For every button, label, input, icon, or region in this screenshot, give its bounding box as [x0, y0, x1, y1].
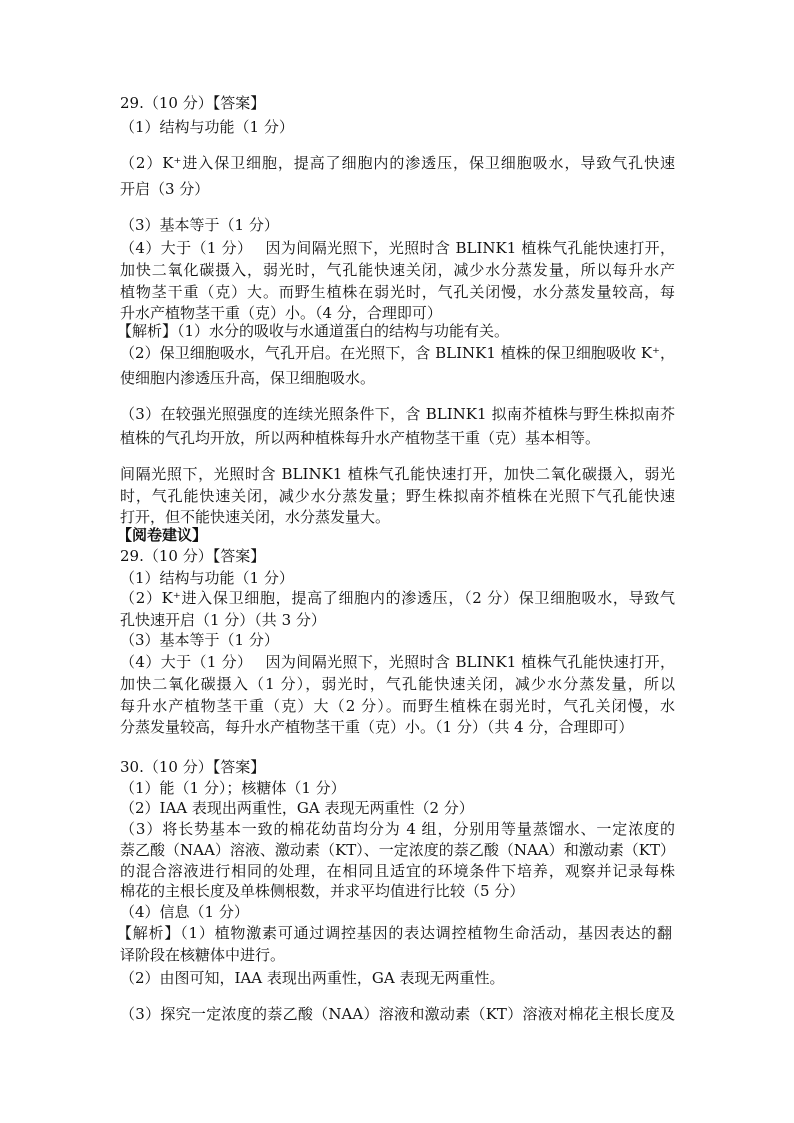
answer-line: 棉花的主根长度及单株侧根数，并求平均值进行比较（5 分） — [120, 882, 525, 900]
analysis-line: （3）探究一定浓度的萘乙酸（NAA）溶液和激动素（KT）溶液对棉花主根长度及 — [120, 1005, 675, 1023]
analysis-line: 间隔光照下，光照时含 BLINK1 植株气孔能快速打开，加快二氧化碳摄入，弱光 — [120, 465, 675, 483]
analysis-line: 【解析】（1）植物激素可通过调控基因的表达调控植物生命活动，基因表达的翻 — [117, 924, 672, 942]
section-heading: 29.（10 分）【答案】 — [120, 94, 266, 112]
answer-line: （1）结构与功能（1 分） — [120, 118, 294, 136]
analysis-line: 译阶段在核糖体中进行。 — [120, 946, 286, 964]
analysis-line: （2）由图可知，IAA 表现出两重性，GA 表现无两重性。 — [120, 969, 505, 987]
section-heading: 30.（10 分）【答案】 — [120, 758, 266, 776]
grading-line: 分蒸发量较高，每升水产植物茎干重（克）小。（1 分）（共 4 分，合理即可） — [120, 718, 634, 736]
answer-line: 升水产植物茎干重（克）小。（4 分，合理即可） — [120, 304, 442, 322]
analysis-line: 使细胞内渗透压升高，保卫细胞吸水。 — [120, 369, 376, 387]
analysis-line: （2）保卫细胞吸水，气孔开启。在光照下，含 BLINK1 植株的保卫细胞吸收 K⁺， — [120, 344, 675, 362]
analysis-line: 打开，但不能快速关闭，水分蒸发量大。 — [120, 508, 391, 526]
grading-line: 孔快速开启（1 分）（共 3 分） — [120, 611, 326, 629]
answer-line: 的混合溶液进行相同的处理，在相同且适宜的环境条件下培养，观察并记录每株 — [120, 862, 675, 880]
answer-line: （3）将长势基本一致的棉花幼苗均分为 4 组，分别用等量蒸馏水、一定浓度的 — [120, 820, 675, 838]
grading-line: （4）大于（1 分） 因为间隔光照下，光照时含 BLINK1 植株气孔能快速打开， — [120, 653, 675, 671]
analysis-line: 时，气孔能快速关闭，减少水分蒸发量；野生株拟南芥植株在光照下气孔能快速 — [120, 487, 675, 505]
answer-line: （2）IAA 表现出两重性，GA 表现无两重性（2 分） — [120, 799, 474, 817]
answer-line: （4）信息（1 分） — [120, 903, 249, 921]
answer-line: （1）能（1 分）；核糖体（1 分） — [120, 779, 346, 797]
grading-suggestion-title: 【阅卷建议】 — [117, 526, 208, 544]
answer-line: （2）K⁺进入保卫细胞，提高了细胞内的渗透压，保卫细胞吸水，导致气孔快速 — [120, 154, 675, 172]
answer-line: 开启（3 分） — [120, 180, 210, 198]
analysis-line: 植株的气孔均开放，所以两种植株每升水产植物茎干重（克）基本相等。 — [120, 429, 601, 447]
grading-line: （2）K⁺进入保卫细胞，提高了细胞内的渗透压，（2 分）保卫细胞吸水，导致气 — [120, 589, 675, 607]
grading-line: （3）基本等于（1 分） — [120, 631, 279, 649]
answer-line: 萘乙酸（NAA）溶液、激动素（KT）、一定浓度的萘乙酸（NAA）和激动素（KT） — [120, 841, 675, 859]
answer-line: 植物茎干重（克）大。而野生植株在弱光时，气孔关闭慢，水分蒸发量较高，每 — [120, 283, 675, 301]
section-heading: 29.（10 分）【答案】 — [120, 547, 266, 565]
answer-line: 加快二氧化碳摄入，弱光时，气孔能快速关闭，减少水分蒸发量，所以每升水产 — [120, 261, 675, 279]
answer-line: （4）大于（1 分） 因为间隔光照下，光照时含 BLINK1 植株气孔能快速打开， — [120, 239, 675, 257]
answer-line: （3）基本等于（1 分） — [120, 216, 279, 234]
analysis-line: 【解析】（1）水分的吸收与水通道蛋白的结构与功能有关。 — [117, 322, 510, 340]
grading-line: 加快二氧化碳摄入（1 分），弱光时，气孔能快速关闭，减少水分蒸发量，所以 — [120, 675, 675, 693]
grading-line: 每升水产植物茎干重（克）大（2 分）。而野生植株在弱光时，气孔关闭慢，水 — [120, 697, 675, 715]
analysis-line: （3）在较强光照强度的连续光照条件下，含 BLINK1 拟南芥植株与野生株拟南芥 — [120, 405, 675, 423]
grading-line: （1）结构与功能（1 分） — [120, 569, 294, 587]
